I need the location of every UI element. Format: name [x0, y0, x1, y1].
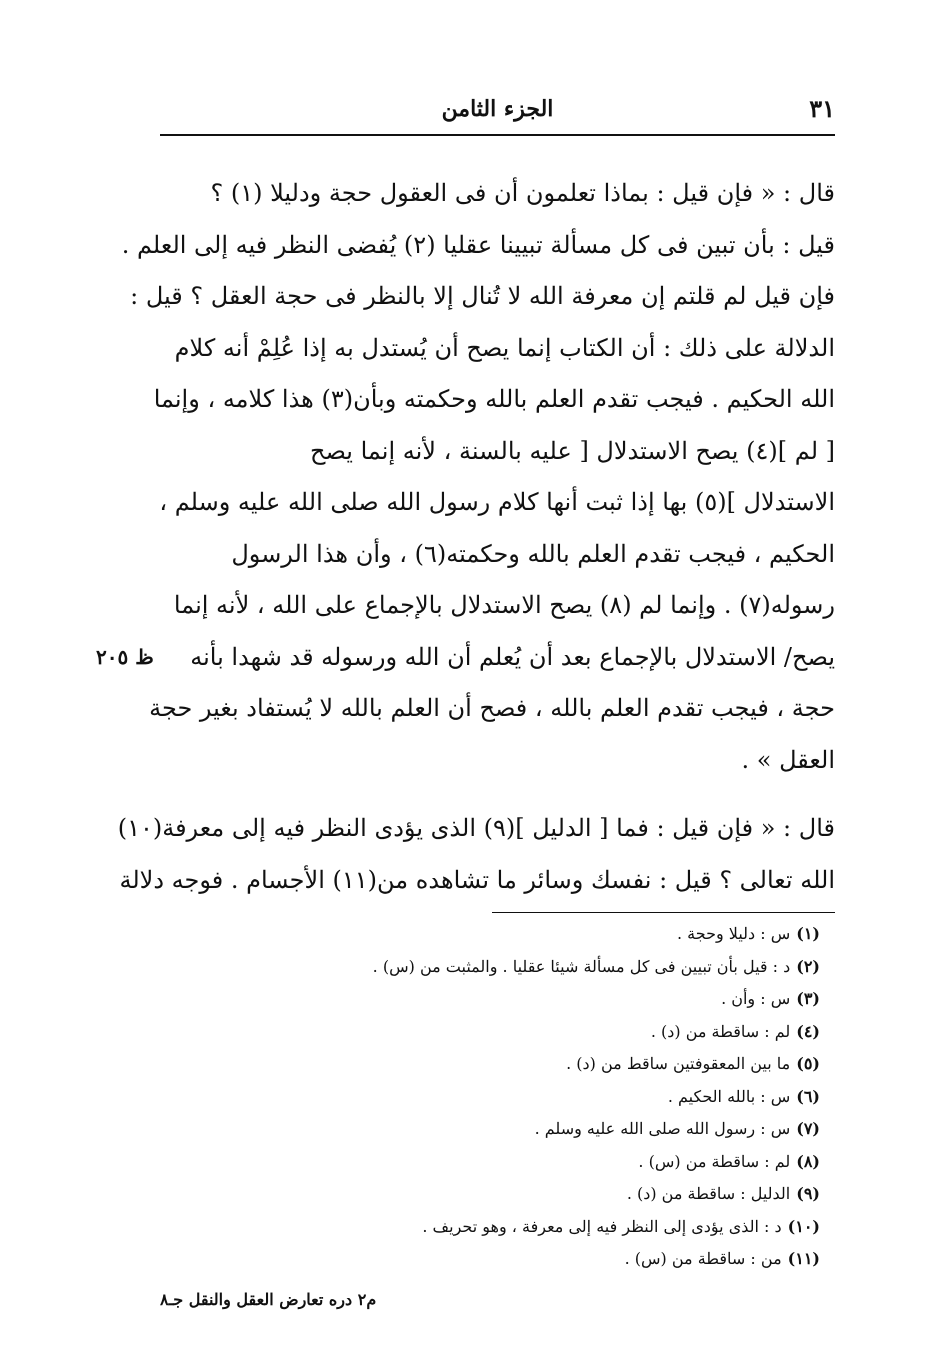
text-line: فإن قيل لم قلتم إن معرفة الله لا تُنال إلا بالنظر فى حجة العقل ؟ قيل : — [130, 282, 835, 310]
footnote — [300, 1081, 820, 1114]
footnote-text: لم : ساقطة من (د) . — [650, 1021, 791, 1041]
margin-page-reference: ظ ٢٠٥ — [96, 645, 154, 669]
page-number: ٣١ — [809, 94, 835, 123]
footnotes — [300, 918, 820, 1276]
footnote — [300, 1211, 820, 1244]
footnote — [300, 1016, 820, 1049]
footnote-text: الدليل : ساقطة من (د) . — [626, 1184, 791, 1203]
footnote-number: (٥) — [796, 1054, 820, 1073]
text-line: العقل » . — [741, 745, 835, 774]
footnote — [300, 918, 820, 951]
footnote-rule — [492, 912, 835, 913]
text-line: حجة ، فيجب تقدم العلم بالله ، فصح أن العلم بالله لا يُستفاد بغير حجة — [149, 694, 835, 722]
footnote-number: (٨) — [796, 1151, 820, 1171]
running-title: الجزء الثامن — [441, 96, 554, 122]
text-line: الدلالة على ذلك : أن الكتاب إنما يصح أن يُستدل به إذا عُلِمْ أنه كلام — [174, 333, 835, 362]
text-line: الحكيم ، فيجب تقدم العلم بالله وحكمته(٦) ، وأن هذا الرسول — [231, 539, 835, 568]
text-line: [ لم ](٤) يصح الاستدلال [ عليه بالسنة ، لأنه إنما يصح — [309, 436, 835, 465]
header-rule — [160, 134, 835, 136]
text-line: الاستدلال ](٥) بها إذا ثبت أنها كلام رسول الله صلى الله عليه وسلم ، — [159, 488, 835, 516]
footnote-number: (٧) — [796, 1119, 820, 1138]
text-line: قال : « فإن قيل : فما [ الدليل ](٩) الذى يؤدى النظر فيه إلى معرفة(١٠) — [117, 814, 835, 842]
text-line: رسوله(٧) . وإنما لم (٨) يصح الاستدلال بالإجماع على الله ، لأنه إنما — [173, 591, 835, 619]
footnote-text: من : ساقطة من (س) . — [624, 1249, 782, 1268]
footnote-number: (٢) — [796, 956, 820, 976]
footnote — [300, 1243, 820, 1276]
footnote — [300, 1146, 820, 1179]
text-line: قيل : بأن تبين فى كل مسألة تبيينا عقليا (٢) يُفضى النظر فيه إلى العلم . — [121, 230, 835, 259]
footnote-text: س : رسول الله صلى الله عليه وسلم . — [534, 1119, 791, 1138]
footnote-text: لم : ساقطة من (س) . — [638, 1151, 791, 1171]
footnote-number: (١) — [796, 924, 820, 943]
text-line: يصح/ الاستدلال بالإجماع بعد أن يُعلم أن الله ورسوله قد شهدا بأنه — [190, 642, 835, 671]
footnote-text: س : دليلا وحجة . — [677, 924, 791, 943]
footnote — [300, 983, 820, 1016]
text-line: الله الحكيم . فيجب تقدم العلم بالله وحكمته وبأن(٣) هذا كلامه ، وإنما — [153, 385, 835, 413]
footnote — [300, 1178, 820, 1211]
footnote — [300, 951, 820, 984]
footnote-text: د : قيل بأن تبيين فى كل مسألة شيئا عقليا . والمثبت من (س) . — [372, 956, 791, 976]
footnote-number: (١١) — [787, 1249, 820, 1268]
footnote-number: (٩) — [796, 1184, 820, 1203]
footnote — [300, 1048, 820, 1081]
footnote-text: د : الذى يؤدى إلى النظر فيه إلى معرفة ، وهو تحريف . — [422, 1216, 782, 1236]
footnote-text: ما بين المعقوفتين ساقط من (د) . — [566, 1054, 791, 1073]
text-line: قال : « فإن قيل : بماذا تعلمون أن فى العقول حجة ودليلا (١) ؟ — [210, 179, 835, 207]
printer-signature: م٢ دره تعارض العقل والنقل جـ٨ — [160, 1290, 377, 1309]
text-line: الله تعالى ؟ قيل : نفسك وسائر ما تشاهده من(١١) الأجسام . فوجه دلالة — [119, 865, 835, 894]
footnote-number: (٦) — [796, 1086, 820, 1106]
page-header — [160, 90, 835, 130]
footnote — [300, 1113, 820, 1146]
footnote-number: (٤) — [796, 1021, 820, 1041]
footnote-number: (١٠) — [787, 1216, 820, 1236]
footnote-text: س : بالله الحكيم . — [667, 1086, 791, 1106]
footnote-text: س : وأن . — [721, 989, 791, 1008]
footnote-number: (٣) — [796, 989, 820, 1008]
